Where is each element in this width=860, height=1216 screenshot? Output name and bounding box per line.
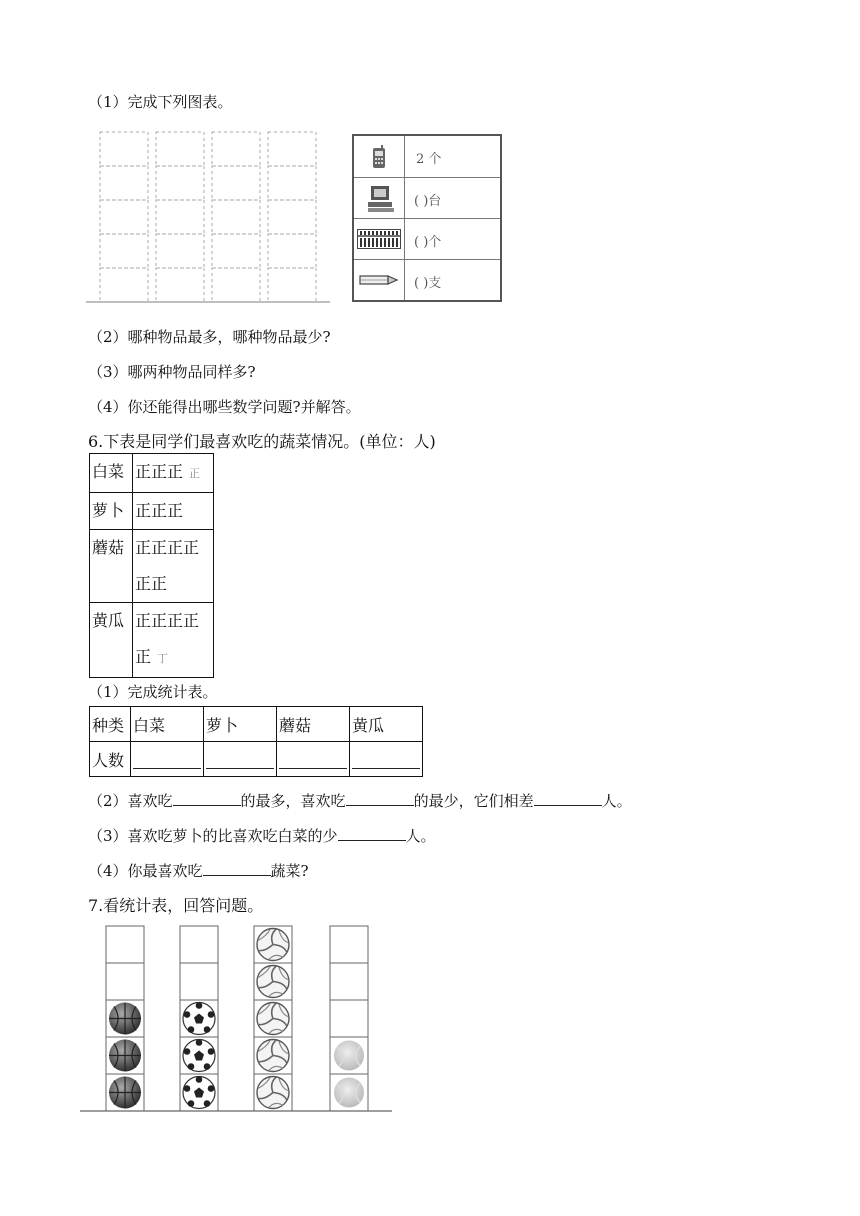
question-6-3 — [88, 825, 436, 846]
abacus-icon — [357, 229, 401, 249]
ball-column — [330, 926, 368, 1111]
item-value: 2 个 — [416, 152, 442, 167]
ball-cell — [330, 1000, 368, 1037]
question-6-4 — [88, 860, 309, 881]
grid-cell — [268, 132, 316, 166]
ball-cell — [180, 963, 218, 1000]
stat-head-kind: 种类 — [90, 707, 131, 742]
question-5-1: （1）完成下列图表。 — [88, 93, 233, 111]
item-value: ( )个 — [414, 235, 442, 250]
grid-cell — [268, 234, 316, 268]
ball-cell — [180, 926, 218, 963]
answer-blank[interactable] — [534, 791, 602, 806]
stat-column-label: 白菜 — [131, 707, 204, 742]
grid-cell — [156, 200, 204, 234]
grid-cell — [268, 268, 316, 302]
grid-cell — [212, 166, 260, 200]
pencil-icon — [359, 274, 399, 286]
empty-chart-grid — [86, 128, 330, 304]
question-6-title: 6.下表是同学们最喜欢吃的蔬菜情况。(单位：人) — [88, 432, 436, 451]
vegetable-name: 蘑菇 — [90, 530, 133, 603]
count-answer-blank[interactable] — [350, 742, 423, 777]
volleyball-icon — [257, 1003, 289, 1035]
computer-icon — [366, 184, 396, 214]
grid-cell — [212, 200, 260, 234]
tally-marks: 正正正 — [133, 493, 214, 530]
stat-column-label: 萝卜 — [204, 707, 277, 742]
grid-cell — [268, 200, 316, 234]
tally-row — [90, 454, 214, 493]
grid-cell — [212, 132, 260, 166]
phone-icon — [372, 145, 386, 169]
question-5-3: （3）哪两种物品同样多? — [88, 363, 256, 381]
question-text: 的最多，喜欢吃 — [240, 792, 346, 810]
question-6-1: （1）完成统计表。 — [88, 683, 218, 701]
soccer-ball-icon — [183, 1002, 215, 1034]
tally-marks-partial: 丁 — [157, 652, 169, 665]
vegetable-name: 白菜 — [90, 454, 133, 493]
item-value: ( )支 — [414, 276, 442, 291]
tally-marks: 正正正正 — [135, 611, 200, 630]
soccer-ball-icon — [183, 1076, 215, 1108]
question-text: （4）你最喜欢吃 — [88, 862, 203, 880]
ball-column — [106, 926, 144, 1111]
grid-cell — [212, 234, 260, 268]
question-text: 人。 — [405, 827, 436, 845]
count-answer-blank[interactable] — [204, 742, 277, 777]
ball-column — [180, 926, 218, 1111]
volleyball-icon — [257, 966, 289, 998]
answer-blank[interactable] — [173, 791, 241, 806]
stat-table — [89, 706, 423, 777]
tally-row — [90, 493, 214, 530]
tally-marks: 正 — [135, 647, 152, 666]
stat-count-row — [90, 742, 423, 777]
item-row-pencil — [354, 259, 500, 301]
ball-cell — [330, 963, 368, 1000]
item-table — [352, 134, 502, 302]
question-text: 人。 — [601, 792, 632, 810]
grid-cell — [156, 166, 204, 200]
item-row-phone — [354, 136, 500, 177]
basketball-icon — [109, 1077, 141, 1109]
tally-table — [89, 453, 214, 678]
stat-header-row — [90, 707, 423, 742]
answer-blank[interactable] — [338, 826, 406, 841]
stat-column-label: 蘑菇 — [277, 707, 350, 742]
question-text: （2）喜欢吃 — [88, 792, 173, 810]
grid-cell — [100, 200, 148, 234]
volleyball-icon — [257, 929, 289, 961]
stat-head-count: 人数 — [90, 742, 131, 777]
grid-cell — [156, 268, 204, 302]
count-answer-blank[interactable] — [131, 742, 204, 777]
ball-cell — [330, 926, 368, 963]
question-text: 蔬菜? — [270, 862, 309, 880]
grid-cell — [212, 268, 260, 302]
grid-cell — [268, 166, 316, 200]
vegetable-name: 萝卜 — [90, 493, 133, 530]
tennis-ball-icon — [334, 1041, 364, 1071]
question-5-4: （4）你还能得出哪些数学问题?并解答。 — [88, 398, 361, 416]
soccer-ball-icon — [183, 1039, 215, 1071]
volleyball-icon — [257, 1040, 289, 1072]
question-text: 的最少，它们相差 — [413, 792, 534, 810]
tennis-ball-icon — [334, 1078, 364, 1108]
basketball-icon — [109, 1040, 141, 1072]
item-value: ( )台 — [414, 194, 442, 209]
question-7-title: 7.看统计表，回答问题。 — [88, 896, 264, 915]
ball-pictograph — [80, 920, 394, 1116]
volleyball-icon — [257, 1077, 289, 1109]
answer-blank[interactable] — [203, 861, 271, 876]
stat-column-label: 黄瓜 — [350, 707, 423, 742]
grid-cell — [100, 132, 148, 166]
basketball-icon — [109, 1003, 141, 1035]
tally-marks: 正正 — [135, 574, 168, 593]
grid-cell — [156, 234, 204, 268]
grid-cell — [156, 132, 204, 166]
grid-cell — [100, 268, 148, 302]
question-6-2 — [88, 790, 632, 811]
ball-cell — [106, 963, 144, 1000]
ball-cell — [106, 926, 144, 963]
count-answer-blank[interactable] — [277, 742, 350, 777]
tally-row — [90, 530, 214, 603]
grid-cell — [100, 166, 148, 200]
tally-row — [90, 603, 214, 678]
tally-marks-partial: 正 — [189, 467, 201, 480]
ball-column — [254, 926, 292, 1111]
item-row-computer — [354, 177, 500, 219]
question-text: （3）喜欢吃萝卜的比喜欢吃白菜的少 — [88, 827, 338, 845]
question-5-2: （2）哪种物品最多，哪种物品最少? — [88, 328, 331, 346]
answer-blank[interactable] — [346, 791, 414, 806]
item-row-abacus — [354, 218, 500, 260]
tally-marks: 正正正正 — [135, 538, 200, 557]
grid-cell — [100, 234, 148, 268]
vegetable-name: 黄瓜 — [90, 603, 133, 678]
tally-marks: 正正正 — [135, 462, 184, 481]
